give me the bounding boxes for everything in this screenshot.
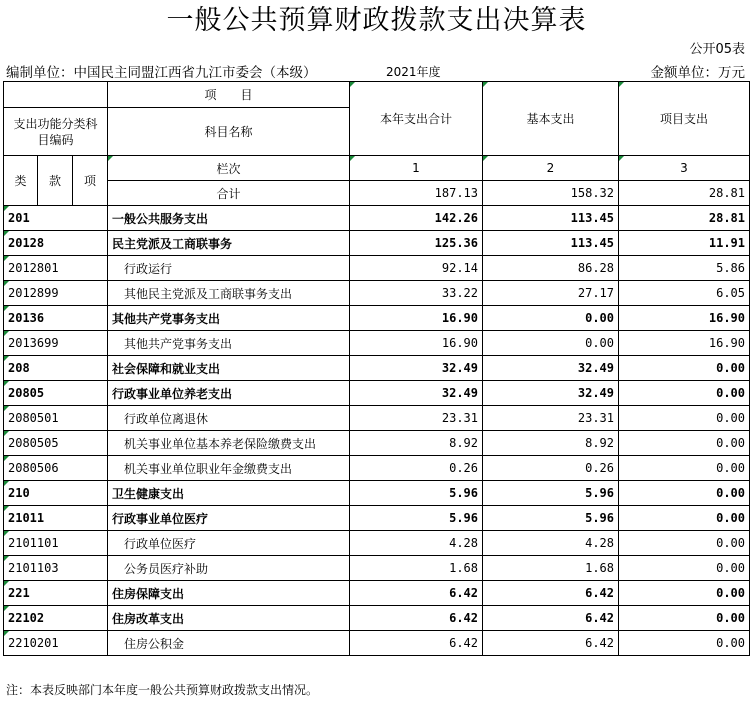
- table-row: [4, 581, 750, 606]
- subject-name: 其他共产党事务支出: [108, 306, 350, 331]
- project-amount: 16.90: [619, 331, 750, 356]
- basic-amount: 0.00: [483, 331, 619, 356]
- total-row-total: 187.13: [350, 181, 483, 206]
- table-row: [4, 431, 750, 456]
- report-title: 一般公共预算财政拨款支出决算表: [166, 5, 587, 36]
- total-amount: 125.36: [350, 231, 483, 256]
- table-row: [4, 281, 750, 306]
- basic-amount: 27.17: [483, 281, 619, 306]
- total-row-basic: 158.32: [483, 181, 619, 206]
- basic-amount: 1.68: [483, 556, 619, 581]
- subject-code: 21011: [4, 506, 108, 531]
- expenditure-table: [3, 81, 750, 656]
- project-amount: 0.00: [619, 456, 750, 481]
- compiling-unit: 编制单位：中国民主同盟江西省九江市委会（本级）: [6, 65, 317, 81]
- basic-amount: 6.42: [483, 606, 619, 631]
- table-row: [4, 481, 750, 506]
- table-row: [4, 531, 750, 556]
- project-amount: 0.00: [619, 506, 750, 531]
- project-amount: 5.86: [619, 256, 750, 281]
- table-row: [4, 556, 750, 581]
- total-amount: 5.96: [350, 481, 483, 506]
- subject-code: 20805: [4, 381, 108, 406]
- subject-name: 行政单位离退休: [108, 406, 350, 431]
- basic-amount: 86.28: [483, 256, 619, 281]
- subject-code: 20128: [4, 231, 108, 256]
- basic-amount: 4.28: [483, 531, 619, 556]
- subject-code: 2210201: [4, 631, 108, 656]
- project-amount: 0.00: [619, 556, 750, 581]
- total-row-project: 28.81: [619, 181, 750, 206]
- basic-header: 基本支出: [483, 82, 619, 156]
- basic-amount: 32.49: [483, 381, 619, 406]
- project-amount: 28.81: [619, 206, 750, 231]
- subject-code: 2013699: [4, 331, 108, 356]
- table-row: [4, 331, 750, 356]
- project-amount: 0.00: [619, 381, 750, 406]
- lei-header: 类: [4, 156, 38, 206]
- total-amount: 92.14: [350, 256, 483, 281]
- project-amount: 6.05: [619, 281, 750, 306]
- subject-name: 民主党派及工商联事务: [108, 231, 350, 256]
- total-amount: 32.49: [350, 356, 483, 381]
- project-amount: 0.00: [619, 631, 750, 656]
- basic-amount: 5.96: [483, 506, 619, 531]
- subject-name: 住房改革支出: [108, 606, 350, 631]
- table-row: [4, 606, 750, 631]
- total-amount: 142.26: [350, 206, 483, 231]
- table-row: [4, 306, 750, 331]
- project-amount: 0.00: [619, 581, 750, 606]
- total-row-label: 合计: [108, 181, 350, 206]
- table-row: [4, 356, 750, 381]
- subject-name: 行政事业单位医疗: [108, 506, 350, 531]
- subject-code: 2101103: [4, 556, 108, 581]
- total-amount: 23.31: [350, 406, 483, 431]
- total-amount: 5.96: [350, 506, 483, 531]
- basic-amount: 5.96: [483, 481, 619, 506]
- code-header: 支出功能分类科目编码: [4, 108, 108, 156]
- subject-name: 住房保障支出: [108, 581, 350, 606]
- subject-name: 其他民主党派及工商联事务支出: [108, 281, 350, 306]
- basic-amount: 0.26: [483, 456, 619, 481]
- table-row: [4, 231, 750, 256]
- total-amount: 16.90: [350, 306, 483, 331]
- total-amount: 16.90: [350, 331, 483, 356]
- total-header: 本年支出合计: [350, 82, 483, 156]
- subject-code: 2012801: [4, 256, 108, 281]
- project-header: 项 目: [108, 82, 350, 108]
- project-amount: 0.00: [619, 531, 750, 556]
- table-row: [4, 456, 750, 481]
- col-index-2: 2: [483, 156, 619, 181]
- table-row: [4, 381, 750, 406]
- subject-name: 行政事业单位养老支出: [108, 381, 350, 406]
- project-amount: 16.90: [619, 306, 750, 331]
- subject-code: 208: [4, 356, 108, 381]
- total-amount: 1.68: [350, 556, 483, 581]
- table-row: [4, 631, 750, 656]
- total-amount: 32.49: [350, 381, 483, 406]
- project-amount: 0.00: [619, 406, 750, 431]
- footnote: 注：本表反映部门本年度一般公共预算财政拨款支出情况。: [6, 683, 319, 697]
- col-index-1: 1: [350, 156, 483, 181]
- subject-code: 221: [4, 581, 108, 606]
- project-amount: 0.00: [619, 606, 750, 631]
- basic-amount: 0.00: [483, 306, 619, 331]
- basic-amount: 6.42: [483, 631, 619, 656]
- xiang-header: 项: [73, 156, 108, 206]
- total-amount: 0.26: [350, 456, 483, 481]
- subject-code: 20136: [4, 306, 108, 331]
- subject-code: 2080501: [4, 406, 108, 431]
- kuan-header: 款: [38, 156, 73, 206]
- subject-name: 行政单位医疗: [108, 531, 350, 556]
- total-amount: 33.22: [350, 281, 483, 306]
- total-amount: 6.42: [350, 581, 483, 606]
- subject-code: 201: [4, 206, 108, 231]
- subject-name: 卫生健康支出: [108, 481, 350, 506]
- project-amount: 0.00: [619, 481, 750, 506]
- basic-amount: 113.45: [483, 206, 619, 231]
- subject-name: 其他共产党事务支出: [108, 331, 350, 356]
- amount-unit: 金额单位：万元: [650, 65, 745, 81]
- project-amount: 11.91: [619, 231, 750, 256]
- lanci-label: 栏次: [108, 156, 350, 181]
- basic-amount: 8.92: [483, 431, 619, 456]
- subject-code: 2080505: [4, 431, 108, 456]
- subject-code: 2080506: [4, 456, 108, 481]
- subject-code: 210: [4, 481, 108, 506]
- subject-name: 机关事业单位职业年金缴费支出: [108, 456, 350, 481]
- form-number: 公开05表: [689, 42, 745, 57]
- subject-name: 行政运行: [108, 256, 350, 281]
- subject-code: 22102: [4, 606, 108, 631]
- subject-name: 一般公共服务支出: [108, 206, 350, 231]
- name-header: 科目名称: [108, 108, 350, 156]
- table-row: [4, 406, 750, 431]
- total-amount: 6.42: [350, 631, 483, 656]
- project-expense-header: 项目支出: [619, 82, 750, 156]
- subject-code: 2012899: [4, 281, 108, 306]
- table-row: [4, 206, 750, 231]
- total-amount: 8.92: [350, 431, 483, 456]
- total-amount: 4.28: [350, 531, 483, 556]
- subject-name: 机关事业单位基本养老保险缴费支出: [108, 431, 350, 456]
- table-row: [4, 256, 750, 281]
- subject-code: 2101101: [4, 531, 108, 556]
- col-index-3: 3: [619, 156, 750, 181]
- basic-amount: 6.42: [483, 581, 619, 606]
- subject-name: 住房公积金: [108, 631, 350, 656]
- basic-amount: 23.31: [483, 406, 619, 431]
- table-row: [4, 506, 750, 531]
- basic-amount: 32.49: [483, 356, 619, 381]
- report-year: 2021年度: [386, 65, 441, 79]
- subject-name: 社会保障和就业支出: [108, 356, 350, 381]
- subject-name: 公务员医疗补助: [108, 556, 350, 581]
- project-amount: 0.00: [619, 356, 750, 381]
- project-amount: 0.00: [619, 431, 750, 456]
- total-amount: 6.42: [350, 606, 483, 631]
- basic-amount: 113.45: [483, 231, 619, 256]
